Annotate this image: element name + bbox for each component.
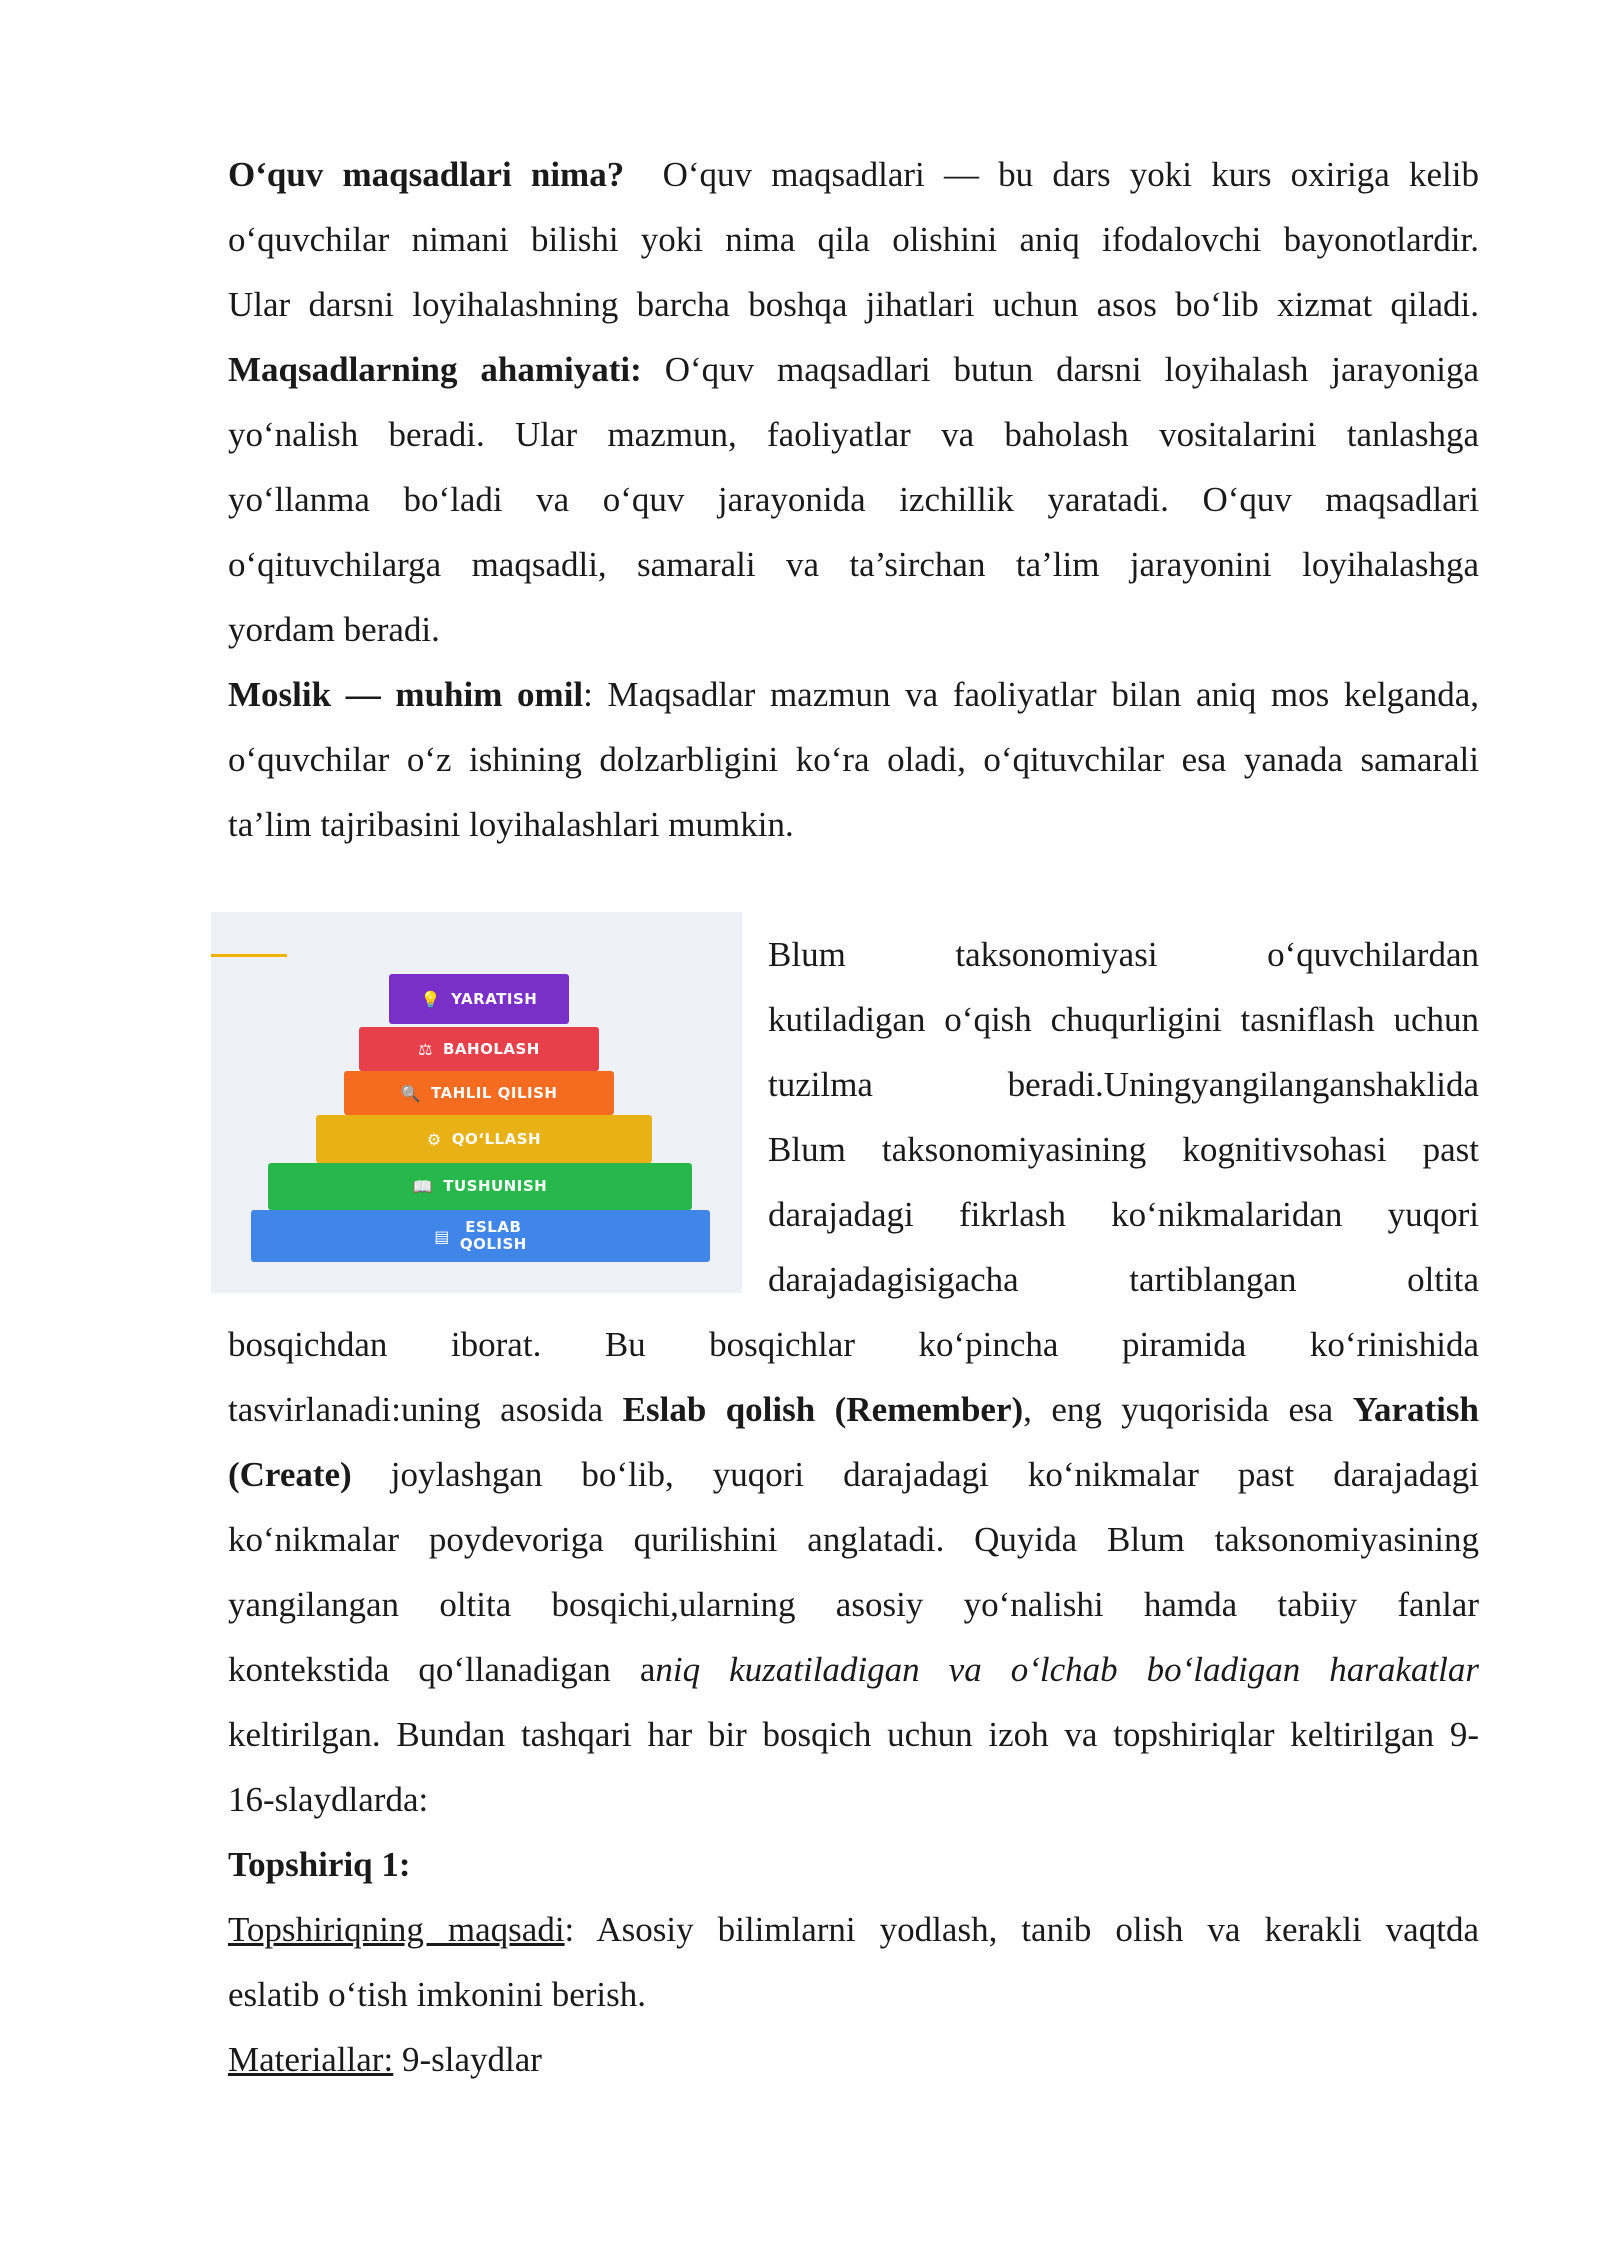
magnifier-icon: 🔍 <box>400 1083 421 1103</box>
pyramid-step-3 <box>344 1071 614 1115</box>
scales-icon: ⚖ <box>418 1039 433 1059</box>
paragraph-learning-goals: O‘quv maqsadlari nima? O‘quv maqsadlari — bu dars yoki kurs oxiriga kelib o‘quvchilar nimani bilishi yoki nima qila olishini aniq ifodalovchi bayonotlardir. Ular darsni loyihalashning barcha boshqa jihatlari uchun asos bo‘lib xizmat qiladi. <box>228 155 1479 324</box>
accent-line <box>211 954 287 957</box>
pyramid-step-label: YARATISH <box>451 989 538 1008</box>
create-term-en: (Create) <box>228 1455 352 1494</box>
paragraph-bloom-continued: bosqichdan iborat. Bu bosqichlar ko‘pincha piramida ko‘rinishida tasvirlanadi:uning asosida Eslab qolish (Remember), eng yuqorisida esa Yaratish (Create) joylashgan bo‘lib, yuqori darajadagi ko‘nikmalar past darajadagi ko‘nikmalar poydevoriga qurilishini anglatadi. Quyida Blum taksonomiyasining yangilangan oltita bosqichi,ularning asosiy yo‘nalishi hamda tabiiy fanlar kontekstida qo‘llanadigan aniq kuzatiladigan va o‘lchab bo‘ladigan harakatlar keltirilgan. Bundan tashqari har bir bosqich uchun izoh va topshiriqlar keltirilgan 9- 16-slaydlarda: <box>228 1325 1479 1819</box>
pyramid-step-label: ESLAB QOLISH <box>459 1218 527 1253</box>
pyramid-step-label: QO‘LLASH <box>451 1129 542 1148</box>
pyramid-step-label: TAHLIL QILISH <box>430 1083 558 1102</box>
task-section: Topshiriq 1: Topshiriqning maqsadi: Asosiy bilimlarni yodlash, tanib olish va kerakli vaqtda eslatib o‘tish imkonini berish. Materiallar: 9-slaydlar <box>228 1845 1479 2079</box>
heading-alignment: Moslik — muhim omil <box>228 675 584 714</box>
task-goal-label: Topshiriqning maqsadi <box>228 1910 565 1949</box>
list-icon: ▤ <box>434 1226 450 1246</box>
lightbulb-icon: 💡 <box>420 989 442 1009</box>
pyramid-step-5 <box>268 1163 692 1210</box>
pyramid-step-label: BAHOLASH <box>442 1039 540 1058</box>
materials-label: Materiallar: <box>228 2040 394 2079</box>
italic-phrase: niq kuzatiladigan va o‘lchab bo‘ladigan harakatlar <box>655 1650 1479 1689</box>
pyramid-step-label: TUSHUNISH <box>443 1177 548 1195</box>
remember-term: Eslab qolish (Remember) <box>622 1390 1024 1429</box>
bloom-pyramid-figure <box>211 912 742 1293</box>
pyramid-step-4 <box>316 1115 652 1163</box>
paragraph-importance: Maqsadlarning ahamiyati: O‘quv maqsadlari butun darsni loyihalash jarayoniga yo‘nalish beradi. Ular mazmun, faoliyatlar va baholash vositalarini tanlashga yo‘llanma bo‘ladi va o‘quv jarayonida izchillik yaratadi. O‘quv maqsadlari o‘qituvchilarga maqsadli, samarali va ta’sirchan ta’lim jarayonini loyihalashga yordam beradi. <box>228 350 1479 649</box>
task-title: Topshiriq 1: <box>228 1845 411 1884</box>
heading-learning-goals: O‘quv maqsadlari nima? <box>228 155 625 194</box>
pyramid-step-6 <box>251 1210 710 1262</box>
heading-importance: Maqsadlarning ahamiyati: <box>228 350 642 389</box>
pyramid-step-1 <box>389 974 569 1024</box>
create-term: Yaratish <box>1352 1390 1479 1429</box>
gears-icon: ⚙ <box>426 1129 442 1149</box>
paragraph-alignment: Moslik — muhim omil: Maqsadlar mazmun va faoliyatlar bilan aniq mos kelganda, o‘quvchilar o‘z ishining dolzarbligini ko‘ra oladi, o‘qituvchilar esa yanada samarali ta’lim tajribasini loyihalashlari mumkin. <box>228 675 1479 844</box>
paragraph-bloom-intro: Blum taksonomiyasi o‘quvchilardan kutiladigan o‘qish chuqurligini tasniflash uchun tuzilma beradi.Uningyangilanganshaklida Blum taksonomiyasining kognitivsohasi past darajadagi fikrlash ko‘nikmalaridan yuqori darajadagisigacha tartiblangan oltita <box>768 935 1479 1299</box>
book-icon: 📖 <box>412 1177 434 1196</box>
pyramid-step-2 <box>359 1027 599 1071</box>
